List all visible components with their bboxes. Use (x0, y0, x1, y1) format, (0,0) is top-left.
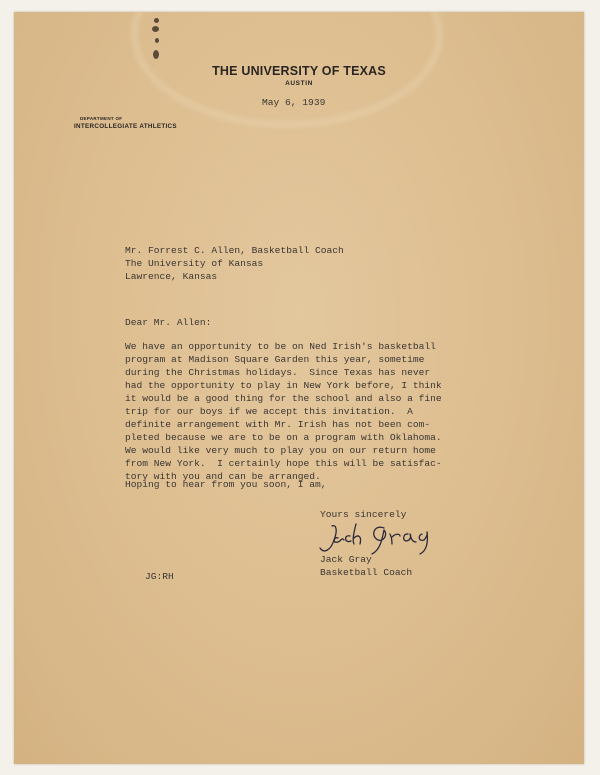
body-line: We would like very much to play you on our return home (125, 445, 436, 456)
body-line: from New York. I certainly hope this will be satisfac- (125, 458, 442, 469)
body-line: definite arrangement with Mr. Irish has not been com- (125, 419, 431, 430)
body-line: We have an opportunity to be on Ned Irish's basketball (125, 341, 436, 352)
letter-date: May 6, 1939 (262, 97, 326, 108)
body-line: it would be a good thing for the school and also a fine (125, 393, 442, 404)
letter-paper (14, 12, 584, 764)
complimentary-close: Yours sincerely (320, 509, 407, 520)
reference-initials: JG:RH (145, 571, 174, 582)
body-line: tory with you and can be arranged. (125, 471, 321, 482)
signer-title: Basketball Coach (320, 567, 413, 578)
signer-block (320, 553, 412, 579)
body-line: had the opportunity to play in New York before, I think (125, 380, 442, 391)
recipient-line: Lawrence, Kansas (125, 271, 218, 282)
recipient-address (125, 244, 344, 283)
body-line: trip for our boys if we accept this invitation. A (125, 406, 413, 417)
signer-name: Jack Gray (320, 554, 372, 565)
letter-body (125, 340, 442, 483)
staple-holes (150, 16, 162, 66)
salutation: Dear Mr. Allen: (125, 317, 212, 328)
letterhead-department-prefix: DEPARTMENT OF (80, 116, 123, 121)
letterhead-university: THE UNIVERSITY OF TEXAS (212, 64, 386, 78)
recipient-line: Mr. Forrest C. Allen, Basketball Coach (125, 245, 344, 256)
recipient-line: The University of Kansas (125, 258, 264, 269)
body-line: during the Christmas holidays. Since Texas has never (125, 367, 431, 378)
letterhead-department: INTERCOLLEGIATE ATHLETICS (74, 123, 177, 130)
body-line: pleted because we are to be on a program with Oklahoma. (125, 432, 442, 443)
closing-line: Hoping to hear from you soon, I am, (125, 479, 327, 490)
body-line: program at Madison Square Garden this year, sometime (125, 354, 425, 365)
letterhead-city: AUSTIN (285, 80, 313, 87)
